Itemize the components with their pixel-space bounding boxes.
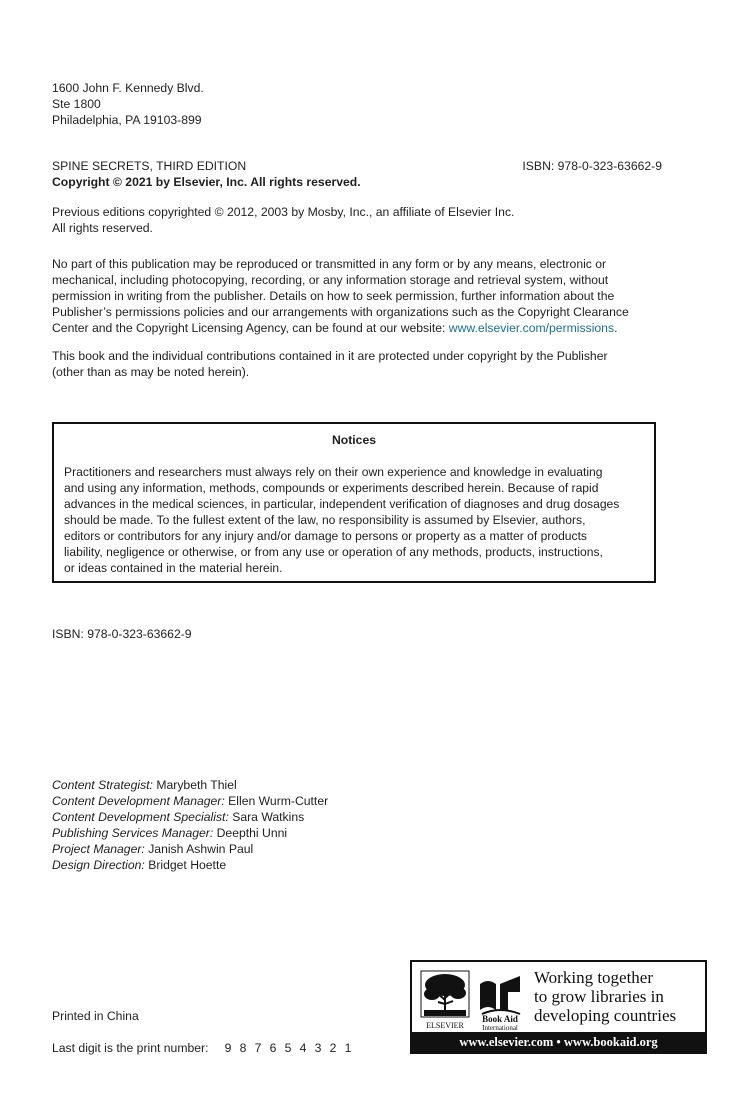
credit-item (52, 857, 662, 873)
previous-editions-line: All rights reserved. (52, 221, 153, 235)
address-line: Philadelphia, PA 19103-899 (52, 113, 202, 127)
notices-box (52, 422, 656, 583)
protected-paragraph (52, 348, 662, 380)
rights-line (52, 320, 662, 336)
print-digit: 3 (314, 1041, 322, 1055)
credit-item (52, 793, 662, 809)
tagline-line: Working together (534, 968, 654, 987)
previous-editions (52, 204, 662, 236)
print-digit: 9 (224, 1041, 232, 1055)
credit-role: Content Development Specialist: (52, 810, 229, 824)
credit-role: Content Development Manager: (52, 794, 225, 808)
print-digit: 1 (344, 1041, 352, 1055)
rights-line: permission in writing from the publisher. Details on how to seek permission, further information about the (52, 289, 615, 303)
address-line: Ste 1800 (52, 97, 101, 111)
credit-item (52, 809, 662, 825)
copyright-line: Copyright © 2021 by Elsevier, Inc. All rights reserved. (52, 175, 361, 189)
protected-line: This book and the individual contributions contained in it are protected under copyright by the Publisher (52, 349, 608, 363)
title-copyright-block (52, 158, 662, 190)
notices-line: or ideas contained in the material herein. (64, 561, 283, 575)
print-digit: 5 (284, 1041, 292, 1055)
notices-line: advances in the medical sciences, in particular, independent verification of diagnoses and drug dosages (64, 497, 620, 511)
book-title: SPINE SECRETS, THIRD EDITION (52, 159, 247, 173)
notices-line: Practitioners and researchers must always rely on their own experience and knowledge in evaluating (64, 465, 603, 479)
publisher-address (52, 80, 662, 128)
elsevier-tree-icon (420, 970, 470, 1032)
tagline-line: to grow libraries in (534, 987, 664, 1006)
book-aid-icon (474, 970, 526, 1032)
credit-role: Project Manager: (52, 842, 145, 856)
print-number-label: Last digit is the print number: (52, 1041, 209, 1055)
isbn-top: ISBN: 978-0-323-63662-9 (522, 159, 662, 173)
bookaid-label: Book Aid (482, 1014, 518, 1024)
rights-line-text: Center and the Copyright Licensing Agency, can be found at our website: (52, 321, 449, 335)
rights-line: No part of this publication may be reproduced or transmitted in any form or by any means, electronic or (52, 257, 607, 271)
notices-line: should be made. To the fullest extent of the law, no responsibility is assumed by Elsevier, authors, (64, 513, 586, 527)
isbn-bottom: ISBN: 978-0-323-63662-9 (52, 627, 192, 641)
print-digit: 4 (299, 1041, 307, 1055)
notices-line: liability, negligence or otherwise, or from any use or operation of any methods, products, instructions, (64, 545, 603, 559)
rights-line: mechanical, including photocopying, recording, or any information storage and retrieval system, without (52, 273, 609, 287)
notices-title: Notices (331, 433, 377, 447)
print-digit: 6 (269, 1041, 277, 1055)
notices-body (64, 464, 644, 576)
rights-paragraph (52, 256, 662, 336)
previous-editions-line: Previous editions copyrighted © 2012, 2003 by Mosby, Inc., an affiliate of Elsevier Inc. (52, 205, 515, 219)
elsevier-bookaid-logo (410, 960, 707, 1054)
credit-item (52, 777, 662, 793)
rights-line-end: . (614, 321, 618, 335)
credit-name: Deepthi Unni (213, 826, 288, 840)
address-line: 1600 John F. Kennedy Blvd. (52, 81, 204, 95)
credit-role: Publishing Services Manager: (52, 826, 214, 840)
logo-tagline (534, 968, 704, 1025)
rights-line: Publisher’s permissions policies and our arrangements with organizations such as the Copyright Clearance (52, 305, 629, 319)
bookaid-sublabel: International (482, 1024, 518, 1032)
credit-name: Ellen Wurm-Cutter (224, 794, 329, 808)
notices-line: and using any information, methods, compounds or experiments described herein. Because of rapid (64, 481, 599, 495)
notices-line: editors or contributors for any injury and/or damage to persons or property as a matter of products (64, 529, 587, 543)
protected-line: (other than as may be noted herein). (52, 365, 250, 379)
print-digit: 2 (329, 1041, 337, 1055)
tagline-line: developing countries (534, 1006, 677, 1025)
printed-in: Printed in China (52, 1009, 139, 1023)
credit-item (52, 841, 662, 857)
credits-list (52, 777, 662, 873)
credit-role: Content Strategist: (52, 778, 153, 792)
credit-name: Bridget Hoette (144, 858, 227, 872)
logo-urls: www.elsevier.com • www.bookaid.org (412, 1032, 705, 1052)
credit-name: Marybeth Thiel (152, 778, 237, 792)
elsevier-label: ELSEVIER (426, 1021, 464, 1030)
print-digit: 8 (239, 1041, 247, 1055)
print-digits (221, 1041, 356, 1055)
credit-name: Janish Ashwin Paul (144, 842, 254, 856)
permissions-link[interactable]: www.elsevier.com/permissions (448, 321, 615, 335)
credit-name: Sara Watkins (228, 810, 305, 824)
credit-role: Design Direction: (52, 858, 145, 872)
credit-item (52, 825, 662, 841)
print-digit: 7 (254, 1041, 262, 1055)
